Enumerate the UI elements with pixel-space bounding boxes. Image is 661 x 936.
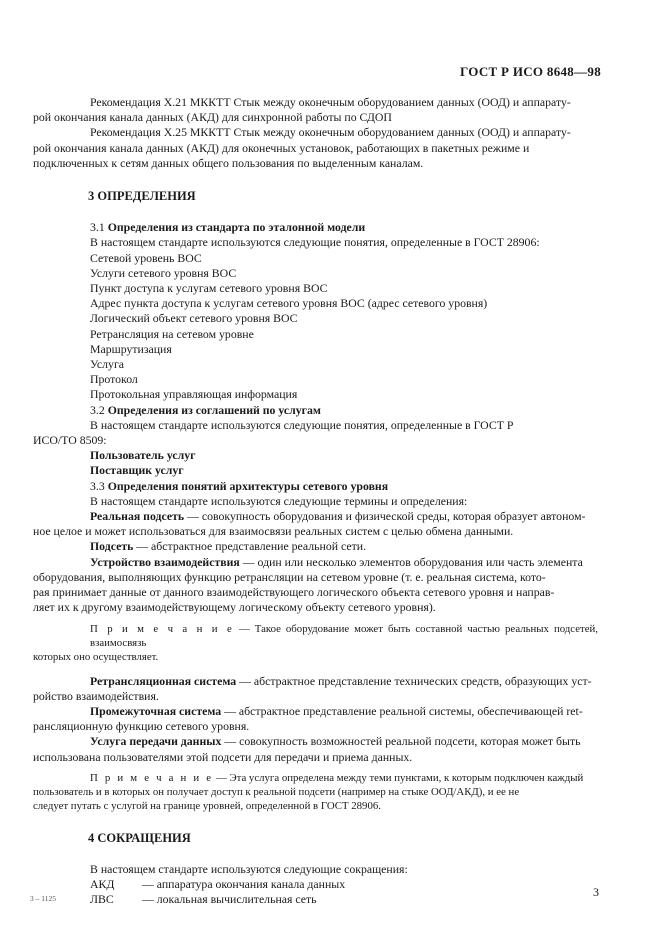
document-header: ГОСТ Р ИСО 8648—98 <box>460 64 601 79</box>
note-label: П р и м е ч а н и е <box>90 622 234 635</box>
reference-x25 <box>33 125 598 171</box>
subsection-number: 3.1 <box>90 220 105 235</box>
ref-line: рой окончания канала данных (АКД) для синхронной работы по СДОП <box>33 110 392 125</box>
section-title: 4 СОКРАЩЕНИЯ <box>88 830 191 845</box>
ref-line: рой окончания канала данных (АКД) для оконечных установок, работающих в пакетных режиме и <box>33 140 530 155</box>
definition-text: использована пользователями этой подсети для передачи и приема данных. <box>33 749 413 764</box>
subsection-intro: В настоящем стандарте используются следующие понятия, определенные в ГОСТ Р <box>90 417 514 432</box>
term-item: Услуги сетевого уровня ВОС <box>90 265 237 280</box>
term-item: Пункт доступа к услугам сетевого уровня ВОС <box>90 281 328 296</box>
definition-term: Услуга передачи данных <box>90 734 222 749</box>
note-text: — Эта услуга определена между теми пунктами, к которым подключен каждый <box>213 771 584 784</box>
page-number: 3 <box>593 885 599 899</box>
note-1 <box>33 622 599 664</box>
definition-text: — совокупность оборудования и физической среды, которая образует автоном- <box>184 509 586 524</box>
definition-term: Реальная подсеть <box>90 509 185 524</box>
subsection-title: Определения из стандарта по эталонной модели <box>107 220 366 235</box>
definition-relay-system <box>33 673 598 704</box>
subsection-intro: В настоящем стандарте используются следующие термины и определения: <box>90 493 468 508</box>
term-item: Маршрутизация <box>90 341 172 356</box>
subsection-number: 3.3 <box>90 478 105 493</box>
abbreviation-description: — локальная вычислительная сеть <box>142 892 317 907</box>
term-item: Протокол <box>90 372 138 387</box>
abbreviation-row <box>90 892 598 907</box>
definition-text: — абстрактное представление технических средств, образующих уст- <box>236 673 592 688</box>
abbreviation-row <box>90 877 598 892</box>
note-text: которых оно осуществляет. <box>33 650 159 663</box>
definition-term: Ретрансляционная система <box>90 673 237 688</box>
section-title: 3 ОПРЕДЕЛЕНИЯ <box>88 189 196 204</box>
abbreviation: АКД <box>90 877 115 892</box>
term-item: Протокольная управляющая информация <box>90 387 298 402</box>
ref-line: подключенных к сетям данных общего пользования по выделенным каналам. <box>33 155 424 170</box>
term-item: Адрес пункта доступа к услугам сетевого уровня ВОС (адрес сетевого уровня) <box>90 296 488 311</box>
definition-interworking-unit <box>33 554 598 616</box>
term-item: Поставщик услуг <box>90 463 184 478</box>
definition-text: — абстрактное представление реальной сети. <box>133 539 367 554</box>
print-code: 3 – 1125 <box>30 894 56 903</box>
definition-text: — один или несколько элементов оборудования или часть элемента <box>239 554 583 569</box>
subsection-heading <box>90 220 598 235</box>
note-text: — Такое оборудование может быть составной частью реальных подсетей, взаимосвязь <box>90 622 599 649</box>
definition-intermediate-system <box>33 703 598 734</box>
note-2 <box>33 771 598 813</box>
reference-x21 <box>33 95 598 125</box>
term-list <box>90 251 598 403</box>
definition-text: ляет их к другому взаимодействующему логическому объекту сетевого уровня). <box>33 600 436 615</box>
definition-term: Промежуточная система <box>90 703 222 718</box>
abbreviation-description: — аппаратура окончания канала данных <box>142 877 346 892</box>
term-item: Ретрансляция на сетевом уровне <box>90 326 254 341</box>
definition-text: — совокупность возможностей реальной подсети, которая может быть <box>221 734 581 749</box>
ref-line: Рекомендация X.21 МККТТ Стык между оконечным оборудованием данных (ООД) и аппарату- <box>90 95 571 109</box>
note-text: пользователь и в которых он получает доступ к реальной подсети (например на стыке ООД/АКД), и ее не <box>33 785 520 798</box>
term-item: Сетевой уровень ВОС <box>90 250 202 265</box>
subsection-number: 3.2 <box>90 402 105 417</box>
subsection-title: Определения из соглашений по услугам <box>107 402 321 417</box>
note-text: следует путать с услугой на границе уровней, определенной в ГОСТ 28906. <box>33 799 381 812</box>
subsection-heading <box>90 479 598 494</box>
definition-term: Подсеть <box>90 539 134 554</box>
subsection-heading <box>90 403 598 418</box>
definition-text: рая принимает данные от данного взаимодействующего логического объекта сетевого уровня и направ- <box>33 585 555 600</box>
definition-text: рансляционную функцию сетевого уровня. <box>33 719 250 734</box>
definition-text: ройство взаимодействия. <box>33 688 159 703</box>
term-item: Услуга <box>90 357 125 372</box>
subsection-intro: ИСО/ТО 8509: <box>33 433 107 448</box>
definition-text: ное целое и может использоваться для взаимосвязи реальных систем с целью обмена данными. <box>33 524 514 539</box>
term-item: Пользователь услуг <box>90 448 196 463</box>
subsection-intro: В настоящем стандарте используются следующие понятия, определенные в ГОСТ 28906: <box>90 235 540 250</box>
definition-data-transfer-service <box>33 734 598 764</box>
ref-line: Рекомендация X.25 МККТТ Стык между оконечным оборудованием данных (ООД) и аппарату- <box>90 125 571 140</box>
section-intro: В настоящем стандарте используются следующие сокращения: <box>90 861 408 876</box>
definition-text: оборудования, выполняющих функцию ретрансляции на сетевом уровне (т. е. реальная система, кото- <box>33 569 546 584</box>
note-label: П р и м е ч а н и е <box>90 771 214 784</box>
definition-term: Устройство взаимодействия <box>90 554 240 569</box>
definition-real-subnet <box>33 509 598 539</box>
definition-subnet <box>90 539 598 554</box>
definition-text: — абстрактное представление реальной системы, обеспечивающей ret- <box>221 703 583 718</box>
abbreviation: ЛВС <box>90 892 114 907</box>
subsection-title: Определения понятий архитектуры сетевого уровня <box>107 478 389 493</box>
term-item: Логический объект сетевого уровня ВОС <box>90 311 298 326</box>
